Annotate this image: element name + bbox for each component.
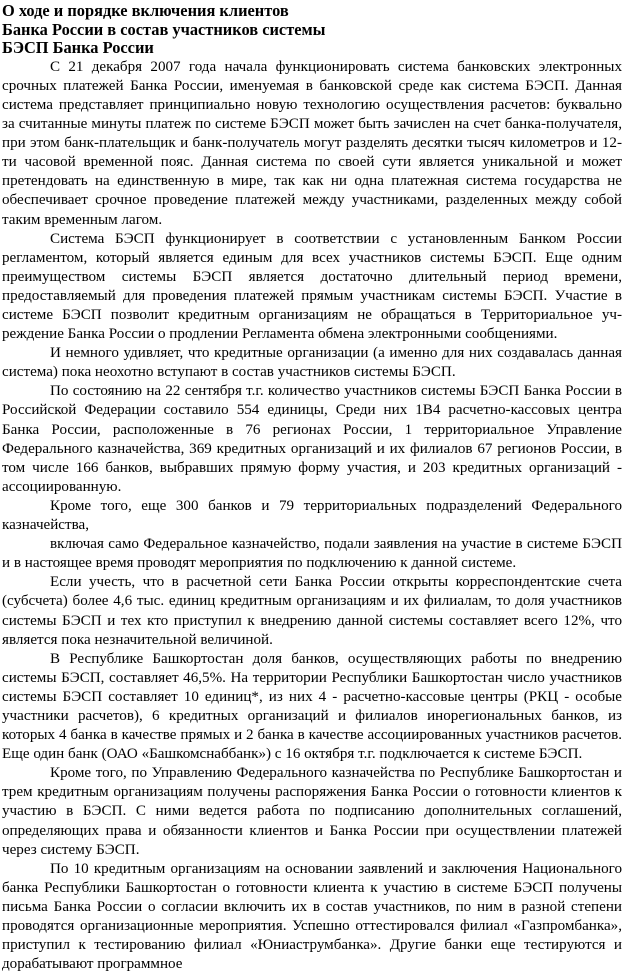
paragraph-treasury: включая само Федеральное казначейство, подали заявления на участие в системе БЭСП и в настоящее время проводят мероприятия по подключению к данной системе. <box>2 536 622 572</box>
paragraph-additional-banks: Кроме того, еще 300 банков и 79 территориальных подразделений Федерального казначейства, <box>2 497 622 534</box>
paragraph-credit-organizations: По 10 кредитным организациям на основании заявлений и заключения Национального банка Республики Башкортостан о готовности клиента к участию в системе БЭСП получены письма Банка России о согласии включить их в состав участников, по ним в разной степени проводятся организационные мероприятия. Успешно оттестировался филиал «Газпромбанка», приступил к тестированию филиал «Юниаструмбанка». Другие банки еще тестируются и дорабатывают программное <box>2 860 622 973</box>
paragraph-treasury-bashkortostan: Кроме того, по Управлению Федерального казначейства по Республике Башкортостан и трем кредитным организациям получены распоряжения Банка России о готовности клиентов к участию в БЭСП. С ними ведется работа по подписанию дополнительных соглашений, определяющих права и обязанности клиентов и Банка России при осуществлении платежей через систему БЭСП. <box>2 765 622 858</box>
document-header <box>0 0 624 58</box>
heading-line-3: БЭСП Банка России <box>2 38 154 58</box>
paragraph-intro: С 21 декабря 2007 года начала функционировать система банковских электронных срочных платежей Банка России, именуемая в банковской среде как система БЭСП. Данная система представляет принципиально новую технологию осуществления расчетов: буквально за считанные минуты платеж по системе БЭСП может быть зачислен на счет банка-получателя, при этом банк-плательщик и банк-получатель могут разделять десятки тысяч километров и 12-ти часовой временной пояс. Данная система по своей сути является уникальной и может претендовать на единственную в мире, так как ни одна платежная система государства не обеспечивает срочное проведение платежей между участниками, разделенных между собой таким временным лагом. <box>2 58 622 228</box>
paragraph-reluctance: И немного удивляет, что кредитные организации (а именно для них создавалась данная система) пока неохотно вступают в состав участников системы БЭСП. <box>2 345 622 381</box>
heading-line-2: Банка России в состав участников системы <box>2 19 326 39</box>
paragraph-share: Если учесть, что в расчетной сети Банка России открыты корреспондентские счета (субсчета) более 4,6 тыс. единиц кредитным организациям и их филиалам, то доля участников системы БЭСП и тех кто приступил к внедрению данной системы составляет всего 12%, что является пока незначительной величиной. <box>2 574 622 648</box>
paragraph-regulation: Система БЭСП функционирует в соответствии с установленным Банком России регламентом, который является единым для всех участников системы БЭСП. Еще одним преимуществом системы БЭСП является достаточно длительный период времени, предоставляемый для проведения платежей прямым участникам системы БЭСП. Участие в системе БЭСП позволит кредитным организациям не обращаться в Территориальное учреждение Банка России о продлении Регламента обмена электронными сообщениями. <box>2 230 622 343</box>
document-body <box>0 58 624 974</box>
heading-line-1: О ходе и порядке включения клиентов <box>2 1 289 20</box>
paragraph-bashkortostan: В Республике Башкортостан доля банков, осуществляющих работы по внедрению системы БЭСП, составляет 46,5%. На территории Республики Башкортостан число участников системы БЭСП составляет 10 единиц*, из них 4 - расчетно-кассовые центры (РКЦ - особые участники расчетов), 6 кредитных организаций и филиалов инорегиональных банков, из которых 4 банка в качестве прямых и 2 банка в качестве ассоциированных участников расчетов. Еще один банк (ОАО «Башкомснаббанк») с 16 октября т.г. подключается к системе БЭСП. <box>2 650 622 763</box>
paragraph-statistics: По состоянию на 22 сентября т.г. количество участников системы БЭСП Банка России в Российской Федерации составило 554 единицы, Среди них 1В4 расчетно-кассовых центра Банка России, расположенные в 76 регионах России, 1 территориальное Управление Федерального казначейства, 369 кредитных организаций и их филиалов 67 регионов России, в том числе 166 банков, выбравших прямую форму участия, и 203 кредитных организаций - ассоциированную. <box>2 383 622 495</box>
